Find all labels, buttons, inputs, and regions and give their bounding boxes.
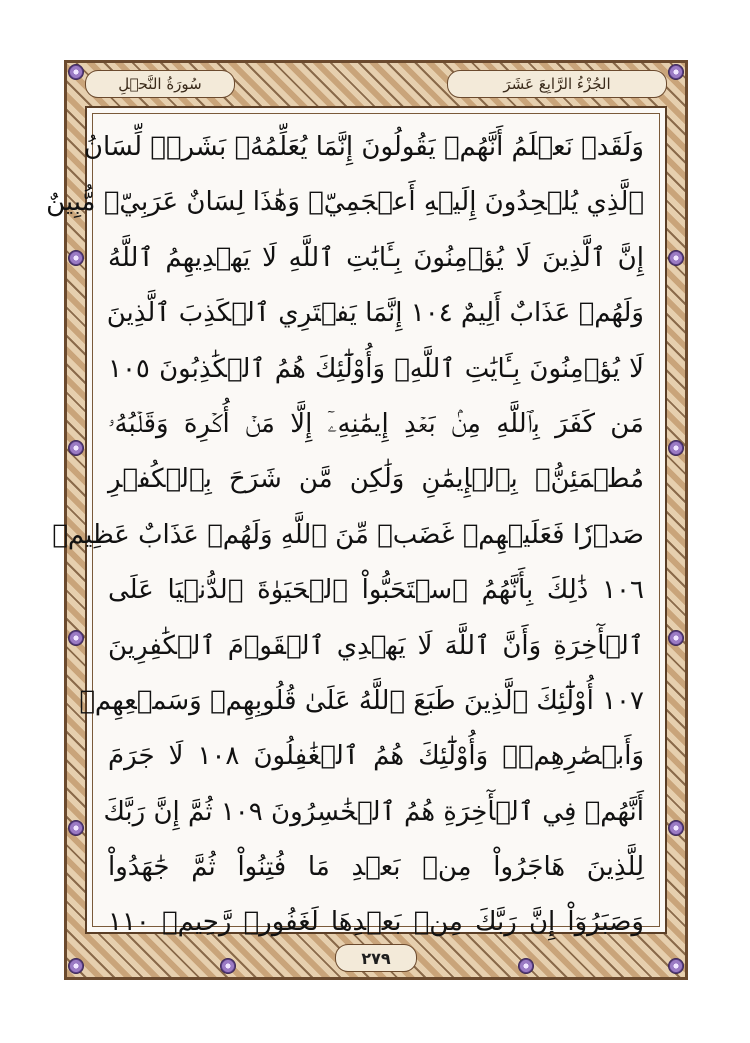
quran-text [46, 120, 645, 951]
text-line: مُطۡمَئِنُّۢ بِٱلۡإِيمَٰنِ وَلَٰكِن مَّن شَرَحَ بِٱلۡكُفۡرِ [108, 464, 644, 495]
rosette-ornament [68, 958, 84, 974]
rosette-ornament [668, 820, 684, 836]
rosette-ornament [220, 958, 236, 974]
page-number: ٢٧٩ [335, 944, 417, 972]
text-line: مَن كَفَرَ بِٱللَّهِ مِنۢ بَعۡدِ إِيمَٰنِهِۦٓ إِلَّا مَنۡ أُكۡرِهَ وَقَلۡبُهُۥ [108, 408, 644, 439]
text-line: وَأَبۡصَٰرِهِمۡۖ وَأُوْلَٰٓئِكَ هُمُ ٱلۡغَٰفِلُونَ ١٠٨ لَا جَرَمَ [108, 741, 645, 772]
rosette-ornament [668, 440, 684, 456]
rosette-ornament [68, 820, 84, 836]
text-line: لَا يُؤۡمِنُونَ بِـَٔايَٰتِ ٱللَّهِۖ وَأُوْلَٰٓئِكَ هُمُ ٱلۡكَٰذِبُونَ ١٠٥ [108, 353, 644, 384]
text-line: وَلَهُمۡ عَذَابٌ أَلِيمٌ ١٠٤ إِنَّمَا يَفۡتَرِي ٱلۡكَذِبَ ٱلَّذِينَ [106, 298, 644, 329]
rosette-ornament [668, 958, 684, 974]
text-line: ٱلۡأٓخِرَةِ وَأَنَّ ٱللَّهَ لَا يَهۡدِي ٱلۡقَوۡمَ ٱلۡكَٰفِرِينَ [108, 630, 644, 661]
text-line: ٱلَّذِي يُلۡحِدُونَ إِلَيۡهِ أَعۡجَمِيّٞ وَهَٰذَا لِسَانٌ عَرَبِيّٞ مُّبِينٌ [46, 187, 644, 218]
text-line: أَنَّهُمۡ فِي ٱلۡأٓخِرَةِ هُمُ ٱلۡخَٰسِرُونَ ١٠٩ ثُمَّ إِنَّ رَبَّكَ [103, 796, 644, 827]
juz-label: الجُزْءُ الرَّابِعَ عَشَرَ [447, 70, 667, 98]
text-line: وَلَقَدۡ نَعۡلَمُ أَنَّهُمۡ يَقُولُونَ إِنَّمَا يُعَلِّمُهُۥ بَشَرٞۗ لِّسَانُ [83, 132, 644, 162]
rosette-ornament [68, 64, 84, 80]
rosette-ornament [68, 630, 84, 646]
rosette-ornament [668, 64, 684, 80]
rosette-ornament [68, 440, 84, 456]
text-line: صَدۡرٗا فَعَلَيۡهِمۡ غَضَبٞ مِّنَ ٱللَّهِ وَلَهُمۡ عَذَابٌ عَظِيمٞ [52, 519, 644, 550]
text-line: لِلَّذِينَ هَاجَرُواْ مِنۢ بَعۡدِ مَا فُتِنُواْ ثُمَّ جَٰهَدُواْ [108, 852, 644, 883]
page-header [85, 68, 667, 100]
text-line: ١٠٧ أُوْلَٰٓئِكَ ٱلَّذِينَ طَبَعَ ٱللَّهُ عَلَىٰ قُلُوبِهِمۡ وَسَمۡعِهِمۡ [79, 685, 644, 716]
surah-name: سُورَةُ النَّحۡلِ [85, 70, 235, 98]
text-line: ١٠٦ ذَٰلِكَ بِأَنَّهُمُ ٱسۡتَحَبُّواْ ٱلۡحَيَوٰةَ ٱلدُّنۡيَا عَلَى [108, 575, 644, 606]
rosette-ornament [668, 250, 684, 266]
rosette-ornament [68, 250, 84, 266]
rosette-ornament [668, 630, 684, 646]
text-line: إِنَّ ٱلَّذِينَ لَا يُؤۡمِنُونَ بِـَٔايَٰتِ ٱللَّهِ لَا يَهۡدِيهِمُ ٱللَّهُ [108, 242, 644, 273]
text-line: وَصَبَرُوٓاْ إِنَّ رَبَّكَ مِنۢ بَعۡدِهَا لَغَفُورٞ رَّحِيمٞ ١١٠ [108, 907, 644, 938]
rosette-ornament [518, 958, 534, 974]
